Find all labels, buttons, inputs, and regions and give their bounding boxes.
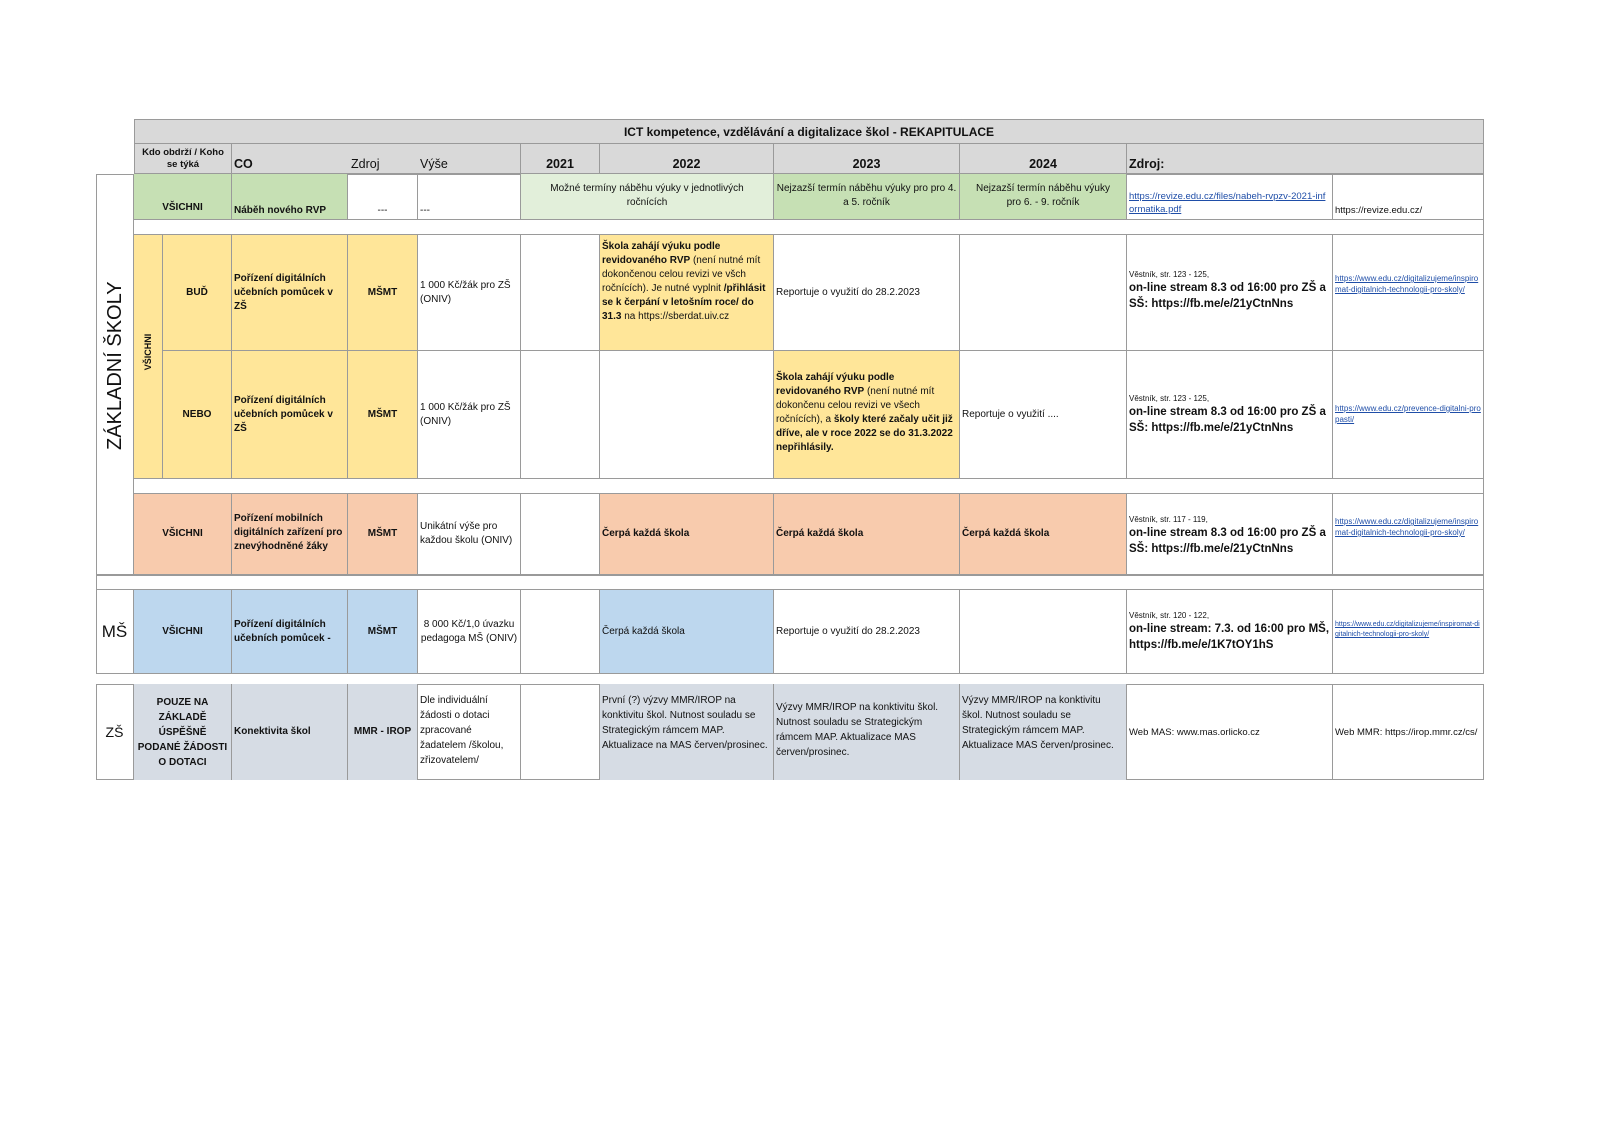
mobile-link[interactable] [1333, 494, 1484, 575]
rvp-amount: --- [418, 174, 521, 220]
mobile-source: MŠMT [348, 494, 418, 575]
nebo-2023 [774, 351, 960, 479]
nebo-2021 [521, 351, 600, 479]
header-source: Zdroj [351, 157, 380, 171]
mobile-2022: Čerpá každá škola [600, 494, 774, 575]
ms-stream: on-line stream: 7.3. od 16:00 pro MŠ, https://fb.me/e/1K7tOY1hS [1129, 623, 1330, 651]
rvp-link[interactable] [1127, 174, 1333, 220]
mobile-2024: Čerpá každá škola [960, 494, 1127, 575]
nebo-2022 [600, 351, 774, 479]
bud-zdroj [1127, 235, 1333, 351]
ms-side-label: MŠ [96, 590, 134, 674]
header-2022: 2022 [600, 144, 774, 174]
rvp-source: --- [348, 174, 418, 220]
ms-who: VŠICHNI [134, 590, 232, 674]
ms-zdroj [1127, 590, 1333, 674]
mobile-who: VŠICHNI [134, 494, 232, 575]
konektivita-2021 [521, 684, 600, 780]
bud-2022-p2: (není nutné mít dokončenou celou revizi ve všch ročnících). Je nutné vyplnit [602, 255, 761, 294]
vsichni-strip [134, 235, 163, 479]
nebo-what: Pořízení digitálních učebních pomůcek v ZŠ [232, 351, 348, 479]
bud-link-text[interactable]: https://www.edu.cz/digitalizujeme/inspiromat-digitalnich-technologii-pro-skoly/ [1335, 274, 1479, 294]
header-zdroj: Zdroj: [1127, 144, 1484, 174]
header-2023: 2023 [774, 144, 960, 174]
bud-stream: on-line stream 8.3 od 16:00 pro ZŠ a SŠ: https://fb.me/e/21yCtnNns [1129, 282, 1326, 310]
ms-2023: Reportuje o využití do 28.2.2023 [774, 590, 960, 674]
ms-source: MŠMT [348, 590, 418, 674]
spacer-row [134, 220, 1484, 235]
nebo-link-text[interactable]: https://www.edu.cz/prevence-digitalni-propasti/ [1335, 404, 1481, 424]
mobile-2023: Čerpá každá škola [774, 494, 960, 575]
bud-2023: Reportuje o využití do 28.2.2023 [774, 235, 960, 351]
header-2024: 2024 [960, 144, 1127, 174]
ms-link-text[interactable]: https://www.edu.cz/digitalizujeme/inspiromat-digitalnich-technologii-pro-skoly/ [1335, 621, 1480, 638]
mobile-2021 [521, 494, 600, 575]
bud-link[interactable] [1333, 235, 1484, 351]
ms-2021 [521, 590, 600, 674]
header-what: CO [234, 157, 253, 171]
nebo-2023-p1: Škola zahájí výuku podle revidovaného RVP [776, 372, 895, 397]
nebo-2023-p2: (není nutné mít dokončenu celou revizi ve všech ročnících), a [776, 386, 935, 425]
nebo-zdroj [1127, 351, 1333, 479]
vsichni-vert-label: VŠICHNI [143, 333, 153, 371]
bud-who: BUĎ [163, 235, 232, 351]
nebo-2023-p3: školy které začaly učit již dříve, ale v roce 2022 se do 31.3.2022 nepřihlásily. [776, 414, 953, 453]
rvp-2021-2022: Možné termíny náběhu výuky v jednotlivých ročnících [521, 174, 774, 220]
spacer-row-2 [134, 479, 1484, 494]
bud-2024 [960, 235, 1127, 351]
konektivita-amount: Dle individuální žádosti o dotaci zpracované žadatelem /školou, zřizovatelem/ [418, 684, 521, 780]
bud-ref: Věstník, str. 123 - 125, [1129, 270, 1210, 279]
konektivita-2024: Výzvy MMR/IROP na konktivitu škol. Nutnost souladu se Strategickým rámcem MAP. Aktualizace MAS červen/prosinec. [960, 684, 1127, 780]
rvp-2024: Nejzazší termín náběhu výuky pro 6. - 9. ročník [960, 174, 1127, 220]
konektivita-2023: Výzvy MMR/IROP na konktivitu škol. Nutnost souladu se Strategickým rámcem MAP. Aktualizace MAS červen/prosinec. [774, 684, 960, 780]
nebo-link[interactable] [1333, 351, 1484, 479]
ms-ref: Věstník, str. 120 - 122, [1129, 611, 1210, 620]
ms-link[interactable] [1333, 590, 1484, 674]
rvp-link2[interactable]: https://revize.edu.cz/ [1333, 174, 1484, 220]
konektivita-source: MMR - IROP [348, 684, 418, 780]
zs-side-label-cell [96, 174, 134, 575]
nebo-source: MŠMT [348, 351, 418, 479]
mobile-link-text[interactable]: https://www.edu.cz/digitalizujeme/inspiromat-digitalnich-technologii-pro-skoly/ [1335, 517, 1479, 537]
rvp-2023: Nejzazší termín náběhu výuky pro pro 4. a 5. ročník [774, 174, 960, 220]
nebo-ref: Věstník, str. 123 - 125, [1129, 394, 1210, 403]
mobile-ref: Věstník, str. 117 - 119, [1129, 515, 1208, 524]
bud-2022-p1: Škola zahájí výuku podle revidovaného RVP [602, 241, 721, 266]
bud-2022-p4: na https://sberdat.uiv.cz [621, 311, 730, 322]
zs-side-label: ZÁKLADNÍ ŠKOLY [104, 281, 126, 450]
header-who: Kdo obdrží / Koho se týká [134, 144, 232, 174]
bud-2022 [600, 235, 774, 351]
konektivita-2022: První (?) výzvy MMR/IROP na konktivitu škol. Nutnost souladu se Strategickým rámcem MAP. Aktualizace na MAS červen/prosinec. [600, 684, 774, 780]
nebo-stream: on-line stream 8.3 od 16:00 pro ZŠ a SŠ: https://fb.me/e/21yCtnNns [1129, 406, 1326, 434]
ms-2024 [960, 590, 1127, 674]
ms-spacer [96, 575, 1484, 590]
bud-source: MŠMT [348, 235, 418, 351]
konektivita-web-mas: Web MAS: www.mas.orlicko.cz [1127, 684, 1333, 780]
nebo-who: NEBO [163, 351, 232, 479]
zs2-side-label: ZŠ [96, 684, 134, 780]
konektivita-who: POUZE NA ZÁKLADĚ ÚSPĚŠNĚ PODANÉ ŽÁDOSTI O DOTACI [134, 684, 232, 780]
bud-amount: 1 000 Kč/žák pro ZŠ (ONIV) [418, 235, 521, 351]
bud-2021 [521, 235, 600, 351]
mobile-stream: on-line stream 8.3 od 16:00 pro ZŠ a SŠ: https://fb.me/e/21yCtnNns [1129, 527, 1326, 555]
table-title: ICT kompetence, vzdělávání a digitalizace škol - REKAPITULACE [134, 119, 1484, 144]
bud-what: Pořízení digitálních učebních pomůcek v ZŠ [232, 235, 348, 351]
nebo-2024: Reportuje o využití .... [960, 351, 1127, 479]
mobile-what: Pořízení mobilních digitálních zařízení pro znevýhodněné žáky [232, 494, 348, 575]
mobile-zdroj [1127, 494, 1333, 575]
ms-what: Pořízení digitálních učebních pomůcek - [232, 590, 348, 674]
bud-2022-p3: /přihlásit se k čerpání v letošním roce/ do 31.3 [602, 283, 766, 322]
header-amount: Výše [420, 157, 448, 171]
rvp-what: Náběh nového RVP [232, 174, 348, 220]
header-what-source-amount [232, 144, 521, 174]
header-2021: 2021 [521, 144, 600, 174]
ms-2022: Čerpá každá škola [600, 590, 774, 674]
rvp-who: VŠICHNI [134, 174, 232, 220]
rvp-link-text[interactable]: https://revize.edu.cz/files/nabeh-rvpzv-2021-informatika.pdf [1129, 191, 1326, 215]
ms-amount: 8 000 Kč/1,0 úvazku pedagoga MŠ (ONIV) [418, 590, 521, 674]
konektivita-what: Konektivita škol [232, 684, 348, 780]
nebo-amount: 1 000 Kč/žák pro ZŠ (ONIV) [418, 351, 521, 479]
konektivita-web-mmr: Web MMR: https://irop.mmr.cz/cs/ [1335, 726, 1478, 738]
mobile-amount: Unikátní výše pro každou školu (ONIV) [418, 494, 521, 575]
